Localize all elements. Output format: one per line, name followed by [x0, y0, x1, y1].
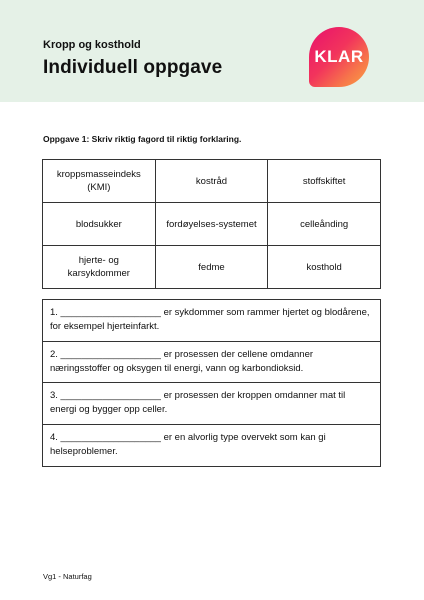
klar-logo	[309, 27, 369, 87]
sentence-item: 4. ___________________ er en alvorlig type overvekt som kan gi helseproblemer.	[50, 431, 326, 457]
subject-title: Kropp og kosthold	[43, 39, 141, 51]
term-cell: hjerte- og karsykdommer	[43, 246, 156, 289]
sentence-item: 3. ___________________ er prosessen der kroppen omdanner mat til energi og bygger opp celler.	[43, 383, 380, 425]
sentence-item: 2. ___________________ er prosessen der cellene omdanner næringsstoffer og oksygen til energi, vann og karbondioksid.	[43, 342, 380, 384]
footer-text: Vg1 - Naturfag	[43, 572, 92, 581]
terms-row	[43, 203, 381, 246]
term-cell: celleånding	[268, 203, 381, 246]
term-cell: stoffskiftet	[268, 160, 381, 203]
sentence-list	[42, 299, 381, 467]
term-cell: fordøyelses-systemet	[155, 203, 268, 246]
sentence-item: 1. ___________________ er sykdommer som rammer hjertet og blodårene, for eksempel hjerteinfarkt.	[43, 300, 380, 342]
term-cell: kosthold	[268, 246, 381, 289]
page-title: Individuell oppgave	[43, 57, 223, 78]
term-cell: kroppsmasseindeks (KMI)	[43, 160, 156, 203]
term-cell: kostråd	[155, 160, 268, 203]
logo-text: KLAR	[314, 47, 364, 66]
terms-row	[43, 160, 381, 203]
term-cell: blodsukker	[43, 203, 156, 246]
term-cell: fedme	[155, 246, 268, 289]
terms-row	[43, 246, 381, 289]
terms-table	[42, 159, 381, 289]
header-banner	[0, 0, 424, 102]
task-heading: Oppgave 1: Skriv riktig fagord til riktig forklaring.	[43, 134, 242, 144]
